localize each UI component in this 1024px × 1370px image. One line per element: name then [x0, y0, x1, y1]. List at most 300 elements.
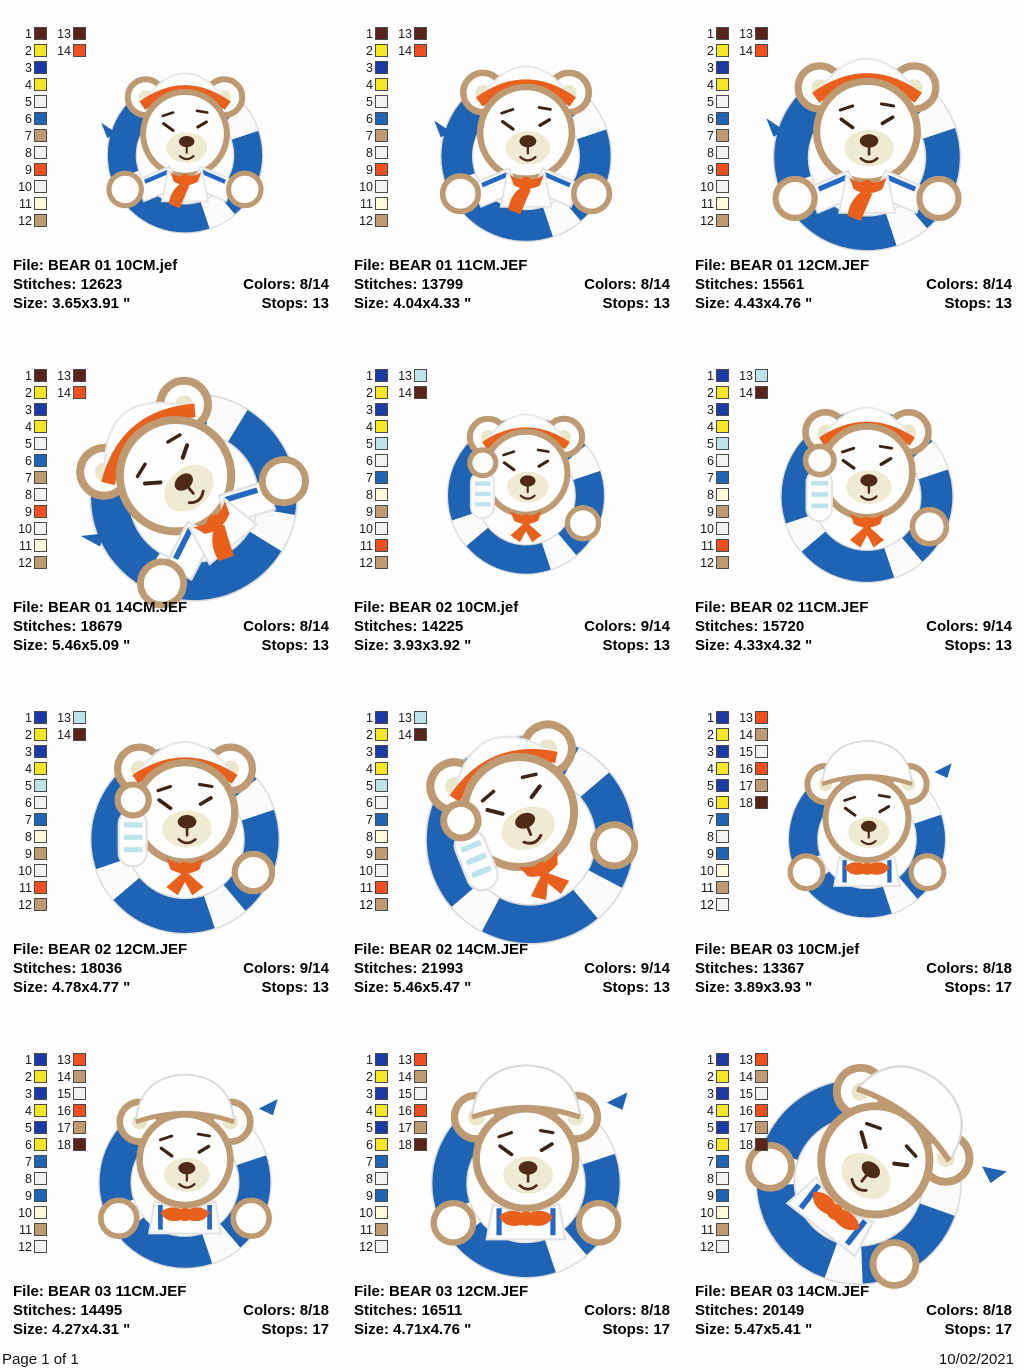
- thread-color-swatch: [375, 146, 388, 159]
- palette-row: [351, 709, 427, 726]
- thread-number: 8: [707, 145, 714, 160]
- thread-number: 10: [700, 179, 714, 194]
- thread-color-swatch: [414, 369, 427, 382]
- palette-row: [10, 127, 86, 144]
- thread-number: 2: [25, 1069, 32, 1084]
- palette-row: [351, 384, 427, 401]
- palette-row: [10, 828, 86, 845]
- palette-row: [10, 212, 86, 229]
- palette-row: [351, 1051, 427, 1068]
- thread-color-swatch: [34, 44, 47, 57]
- thread-color-swatch: [716, 44, 729, 57]
- thread-color-swatch: [375, 796, 388, 809]
- thread-color-swatch: [716, 762, 729, 775]
- palette-row: [692, 1238, 768, 1255]
- thread-color-swatch: [375, 403, 388, 416]
- thread-number: 10: [700, 521, 714, 536]
- thread-color-swatch: [73, 1138, 86, 1151]
- thread-number: 7: [366, 128, 373, 143]
- thread-color-swatch: [34, 1223, 47, 1236]
- thread-number: 8: [25, 829, 32, 844]
- thread-number: 14: [57, 385, 71, 400]
- thread-color-swatch: [414, 711, 427, 724]
- design-cell: [682, 684, 1024, 1026]
- design-cell: [0, 1026, 341, 1368]
- design-info: [13, 598, 329, 655]
- embroidery-design-preview: [423, 42, 629, 248]
- thread-color-swatch: [34, 1240, 47, 1253]
- thread-number: 12: [18, 897, 32, 912]
- thread-number: 5: [366, 778, 373, 793]
- thread-color-swatch: [34, 146, 47, 159]
- palette-row: [10, 503, 86, 520]
- palette-row: [10, 93, 86, 110]
- thread-color-swatch: [716, 403, 729, 416]
- thread-number: 4: [25, 419, 32, 434]
- thread-color-swatch: [375, 1087, 388, 1100]
- thread-number: 14: [398, 1069, 412, 1084]
- thread-color-swatch: [73, 44, 86, 57]
- thread-number: 9: [25, 162, 32, 177]
- design-info: [695, 598, 1012, 655]
- thread-color-swatch: [34, 1172, 47, 1185]
- palette-row: [10, 879, 86, 896]
- thread-color-swatch: [34, 95, 47, 108]
- palette-row: [692, 418, 768, 435]
- thread-color-swatch: [34, 847, 47, 860]
- thread-color-swatch: [375, 1206, 388, 1219]
- palette-row: [10, 862, 86, 879]
- stitch-count: Stitches: 13799: [354, 276, 464, 293]
- thread-color-swatch: [716, 95, 729, 108]
- stitch-count: Stitches: 12623: [13, 276, 123, 293]
- thread-color-swatch: [73, 1070, 86, 1083]
- thread-color-swatch: [375, 556, 388, 569]
- palette-row: [10, 384, 86, 401]
- thread-color-palette: [351, 25, 427, 229]
- thread-color-swatch: [375, 711, 388, 724]
- thread-color-swatch: [375, 1138, 388, 1151]
- palette-row: [10, 1068, 86, 1085]
- palette-row: [351, 777, 427, 794]
- thread-number: 3: [25, 744, 32, 759]
- thread-color-swatch: [375, 847, 388, 860]
- thread-number: 12: [700, 1239, 714, 1254]
- thread-number: 12: [18, 213, 32, 228]
- thread-number: 8: [707, 1171, 714, 1186]
- thread-number: 16: [739, 1103, 753, 1118]
- thread-number: 3: [366, 402, 373, 417]
- thread-color-swatch: [755, 1070, 768, 1083]
- stops-count: Stops: 13: [602, 295, 670, 312]
- palette-row: [692, 1136, 768, 1153]
- thread-color-swatch: [716, 1223, 729, 1236]
- thread-number: 15: [739, 744, 753, 759]
- palette-row: [692, 709, 768, 726]
- thread-color-swatch: [375, 386, 388, 399]
- thread-color-swatch: [34, 898, 47, 911]
- file-name: File: BEAR 01 12CM.JEF: [695, 257, 870, 274]
- palette-row: [351, 1153, 427, 1170]
- palette-row: [692, 212, 768, 229]
- thread-color-swatch: [755, 779, 768, 792]
- thread-number: 11: [19, 880, 32, 895]
- thread-color-swatch: [755, 728, 768, 741]
- thread-color-swatch: [34, 505, 47, 518]
- thread-color-swatch: [716, 163, 729, 176]
- thread-color-swatch: [34, 539, 47, 552]
- thread-number: 3: [707, 402, 714, 417]
- thread-number: 6: [25, 1137, 32, 1152]
- stops-count: Stops: 13: [944, 637, 1012, 654]
- thread-color-swatch: [716, 1172, 729, 1185]
- palette-row: [351, 127, 427, 144]
- thread-color-swatch: [414, 27, 427, 40]
- thread-color-swatch: [375, 163, 388, 176]
- palette-row: [351, 486, 427, 503]
- thread-number: 15: [57, 1086, 71, 1101]
- thread-color-swatch: [375, 1172, 388, 1185]
- stitch-count: Stitches: 15720: [695, 618, 805, 635]
- thread-number: 9: [707, 162, 714, 177]
- thread-number: 7: [25, 128, 32, 143]
- thread-number: 3: [25, 1086, 32, 1101]
- palette-row: [351, 76, 427, 93]
- thread-number: 4: [366, 761, 373, 776]
- thread-color-swatch: [716, 813, 729, 826]
- thread-color-swatch: [34, 779, 47, 792]
- thread-number: 11: [701, 538, 714, 553]
- colors-count: Colors: 9/14: [243, 960, 329, 977]
- thread-number: 6: [25, 795, 32, 810]
- thread-color-swatch: [73, 27, 86, 40]
- thread-number: 3: [366, 744, 373, 759]
- thread-number: 10: [700, 863, 714, 878]
- embroidery-design-preview: [81, 1067, 289, 1275]
- colors-count: Colors: 8/18: [926, 1302, 1012, 1319]
- thread-number: 17: [398, 1120, 412, 1135]
- thread-number: 1: [25, 368, 32, 383]
- thread-number: 18: [57, 1137, 71, 1152]
- thread-number: 1: [25, 26, 32, 41]
- stitch-count: Stitches: 20149: [695, 1302, 805, 1319]
- design-size: Size: 4.33x4.32 ": [695, 637, 813, 654]
- thread-number: 13: [739, 1052, 753, 1067]
- thread-number: 15: [739, 1086, 753, 1101]
- thread-color-swatch: [375, 1223, 388, 1236]
- thread-number: 7: [707, 812, 714, 827]
- thread-color-swatch: [375, 437, 388, 450]
- palette-row: [351, 1085, 427, 1102]
- thread-color-swatch: [375, 1189, 388, 1202]
- file-name: File: BEAR 03 14CM.JEF: [695, 1283, 870, 1300]
- thread-color-swatch: [716, 1155, 729, 1168]
- thread-color-swatch: [716, 864, 729, 877]
- thread-color-swatch: [375, 420, 388, 433]
- design-info: [354, 1282, 670, 1339]
- thread-number: 14: [57, 727, 71, 742]
- thread-number: 1: [707, 710, 714, 725]
- design-cell: [0, 0, 341, 342]
- palette-row: [692, 537, 768, 554]
- palette-row: [10, 1238, 86, 1255]
- design-info: [354, 256, 670, 313]
- thread-number: 13: [57, 26, 71, 41]
- thread-color-swatch: [73, 728, 86, 741]
- colors-count: Colors: 9/14: [584, 618, 670, 635]
- thread-color-swatch: [34, 61, 47, 74]
- palette-row: [10, 469, 86, 486]
- palette-row: [692, 435, 768, 452]
- thread-number: 11: [360, 538, 373, 553]
- palette-row: [692, 760, 768, 777]
- palette-row: [692, 469, 768, 486]
- thread-number: 14: [739, 727, 753, 742]
- thread-number: 9: [25, 1188, 32, 1203]
- thread-number: 10: [18, 863, 32, 878]
- thread-color-swatch: [716, 471, 729, 484]
- embroidery-design-preview: [772, 734, 962, 924]
- stitch-count: Stitches: 16511: [354, 1302, 463, 1319]
- palette-row: [692, 777, 768, 794]
- palette-row: [692, 1085, 768, 1102]
- stitch-count: Stitches: 21993: [354, 960, 464, 977]
- palette-row: [10, 418, 86, 435]
- thread-color-palette: [10, 367, 86, 571]
- design-info: [13, 256, 329, 313]
- thread-color-swatch: [73, 711, 86, 724]
- file-name: File: BEAR 01 10CM.jef: [13, 257, 178, 274]
- palette-row: [351, 554, 427, 571]
- palette-row: [692, 794, 768, 811]
- stops-count: Stops: 13: [261, 295, 329, 312]
- thread-number: 2: [25, 727, 32, 742]
- thread-number: 4: [25, 1103, 32, 1118]
- thread-color-swatch: [755, 1138, 768, 1151]
- palette-row: [10, 726, 86, 743]
- thread-number: 14: [398, 727, 412, 742]
- thread-color-swatch: [34, 1138, 47, 1151]
- palette-row: [10, 709, 86, 726]
- palette-row: [351, 811, 427, 828]
- thread-color-swatch: [375, 864, 388, 877]
- embroidery-design-preview: [412, 1057, 640, 1285]
- design-info: [695, 256, 1012, 313]
- palette-row: [351, 726, 427, 743]
- thread-color-swatch: [34, 745, 47, 758]
- page-footer: [2, 1351, 1014, 1368]
- thread-number: 17: [57, 1120, 71, 1135]
- thread-number: 7: [25, 812, 32, 827]
- page-indicator: Page 1 of 1: [2, 1351, 79, 1368]
- thread-number: 11: [19, 1222, 32, 1237]
- palette-row: [10, 1085, 86, 1102]
- palette-row: [10, 777, 86, 794]
- colors-count: Colors: 8/14: [926, 276, 1012, 293]
- thread-color-swatch: [716, 197, 729, 210]
- thread-number: 3: [707, 744, 714, 759]
- thread-number: 11: [701, 1222, 714, 1237]
- palette-row: [692, 1102, 768, 1119]
- thread-number: 6: [366, 1137, 373, 1152]
- thread-color-swatch: [375, 27, 388, 40]
- stitch-count: Stitches: 14225: [354, 618, 464, 635]
- thread-color-swatch: [716, 1070, 729, 1083]
- design-info: [354, 598, 670, 655]
- palette-row: [351, 794, 427, 811]
- thread-number: 9: [366, 504, 373, 519]
- thread-color-swatch: [716, 386, 729, 399]
- palette-row: [692, 127, 768, 144]
- design-size: Size: 3.93x3.92 ": [354, 637, 472, 654]
- thread-color-swatch: [34, 881, 47, 894]
- thread-color-swatch: [414, 1104, 427, 1117]
- palette-row: [10, 1119, 86, 1136]
- thread-color-swatch: [414, 386, 427, 399]
- thread-number: 8: [707, 829, 714, 844]
- thread-number: 8: [366, 145, 373, 160]
- palette-row: [351, 1221, 427, 1238]
- thread-color-swatch: [34, 522, 47, 535]
- palette-row: [692, 1187, 768, 1204]
- palette-row: [692, 110, 768, 127]
- thread-number: 7: [366, 812, 373, 827]
- thread-number: 14: [739, 1069, 753, 1084]
- thread-number: 5: [366, 1120, 373, 1135]
- thread-number: 12: [700, 213, 714, 228]
- thread-number: 12: [18, 1239, 32, 1254]
- thread-color-swatch: [34, 403, 47, 416]
- colors-count: Colors: 8/18: [926, 960, 1012, 977]
- thread-number: 7: [707, 470, 714, 485]
- thread-color-swatch: [716, 847, 729, 860]
- palette-row: [692, 486, 768, 503]
- design-cell: [341, 684, 682, 1026]
- design-cell: [341, 0, 682, 342]
- palette-row: [351, 1170, 427, 1187]
- thread-color-swatch: [375, 779, 388, 792]
- thread-color-swatch: [375, 112, 388, 125]
- embroidery-design-preview: [91, 51, 279, 239]
- thread-number: 9: [707, 504, 714, 519]
- thread-color-swatch: [73, 1087, 86, 1100]
- thread-color-palette: [10, 1051, 86, 1255]
- thread-number: 8: [25, 487, 32, 502]
- palette-row: [351, 418, 427, 435]
- design-size: Size: 3.65x3.91 ": [13, 295, 131, 312]
- thread-color-swatch: [375, 1053, 388, 1066]
- palette-row: [10, 1187, 86, 1204]
- thread-color-swatch: [716, 488, 729, 501]
- thread-number: 17: [739, 778, 753, 793]
- palette-row: [692, 1153, 768, 1170]
- thread-color-swatch: [755, 1121, 768, 1134]
- stops-count: Stops: 13: [602, 979, 670, 996]
- thread-color-swatch: [716, 711, 729, 724]
- palette-row: [10, 42, 86, 59]
- palette-row: [10, 76, 86, 93]
- palette-row: [10, 144, 86, 161]
- thread-number: 10: [359, 521, 373, 536]
- palette-row: [10, 195, 86, 212]
- thread-color-swatch: [414, 44, 427, 57]
- thread-number: 12: [359, 213, 373, 228]
- thread-color-swatch: [716, 745, 729, 758]
- thread-color-swatch: [716, 437, 729, 450]
- thread-color-swatch: [716, 1138, 729, 1151]
- thread-color-swatch: [716, 1104, 729, 1117]
- thread-number: 6: [25, 453, 32, 468]
- thread-color-swatch: [375, 813, 388, 826]
- thread-color-swatch: [34, 129, 47, 142]
- thread-color-swatch: [375, 78, 388, 91]
- thread-number: 5: [25, 94, 32, 109]
- thread-number: 13: [57, 368, 71, 383]
- stitch-count: Stitches: 18036: [13, 960, 123, 977]
- thread-number: 2: [707, 727, 714, 742]
- stops-count: Stops: 17: [944, 1321, 1012, 1338]
- thread-color-swatch: [34, 796, 47, 809]
- palette-row: [10, 1170, 86, 1187]
- thread-color-swatch: [34, 1121, 47, 1134]
- thread-color-swatch: [414, 1138, 427, 1151]
- thread-color-swatch: [716, 1240, 729, 1253]
- design-size: Size: 4.71x4.76 ": [354, 1321, 472, 1338]
- thread-color-swatch: [34, 112, 47, 125]
- thread-color-swatch: [375, 61, 388, 74]
- thread-color-swatch: [716, 369, 729, 382]
- thread-color-swatch: [34, 471, 47, 484]
- thread-number: 11: [701, 880, 714, 895]
- colors-count: Colors: 8/18: [243, 1302, 329, 1319]
- file-name: File: BEAR 03 11CM.JEF: [13, 1283, 187, 1300]
- design-info: [354, 940, 670, 997]
- thread-number: 5: [25, 1120, 32, 1135]
- thread-number: 1: [366, 26, 373, 41]
- palette-row: [351, 1068, 427, 1085]
- file-name: File: BEAR 02 12CM.JEF: [13, 941, 188, 958]
- thread-color-swatch: [34, 454, 47, 467]
- thread-number: 9: [366, 846, 373, 861]
- thread-color-swatch: [716, 1206, 729, 1219]
- thread-number: 12: [359, 897, 373, 912]
- palette-row: [692, 384, 768, 401]
- thread-number: 11: [701, 196, 714, 211]
- thread-number: 3: [366, 1086, 373, 1101]
- thread-number: 14: [398, 385, 412, 400]
- palette-row: [10, 367, 86, 384]
- thread-number: 14: [57, 43, 71, 58]
- date-label: 10/02/2021: [938, 1351, 1014, 1368]
- palette-row: [692, 76, 768, 93]
- thread-color-swatch: [34, 180, 47, 193]
- thread-number: 5: [366, 436, 373, 451]
- thread-number: 8: [25, 1171, 32, 1186]
- thread-number: 10: [18, 179, 32, 194]
- thread-number: 18: [739, 795, 753, 810]
- palette-row: [10, 178, 86, 195]
- thread-number: 6: [25, 111, 32, 126]
- stitch-count: Stitches: 15561: [695, 276, 805, 293]
- thread-number: 6: [707, 453, 714, 468]
- thread-color-swatch: [34, 163, 47, 176]
- thread-number: 13: [739, 368, 753, 383]
- thread-color-palette: [692, 367, 768, 571]
- palette-row: [692, 401, 768, 418]
- stops-count: Stops: 17: [602, 1321, 670, 1338]
- palette-row: [351, 435, 427, 452]
- thread-number: 6: [366, 111, 373, 126]
